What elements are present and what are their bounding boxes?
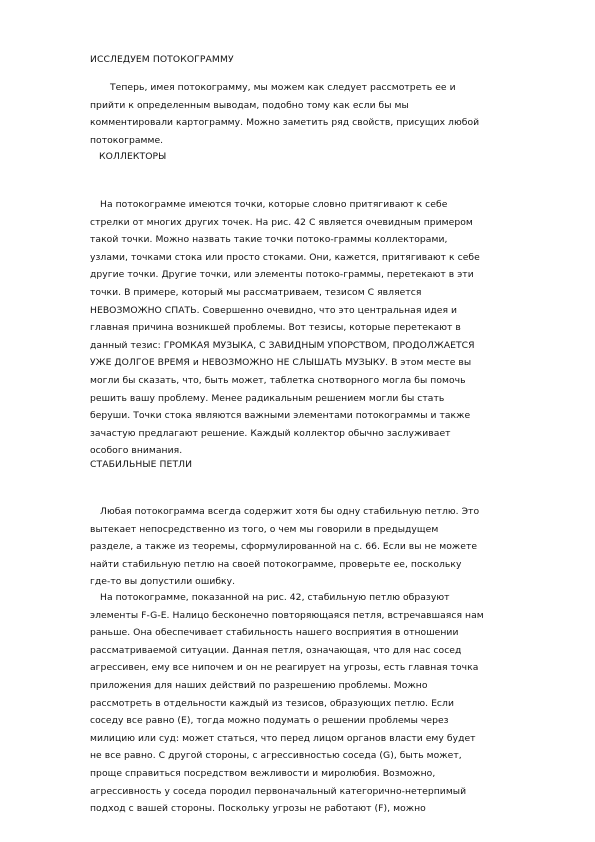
text-line: Любая потокограмма всегда содержит хотя бы одну стабильную петлю. Это (100, 506, 480, 517)
paragraph-intro (90, 79, 530, 149)
text-line: зачастую предлагают решение. Каждый коллектор обычно заслуживает (90, 427, 451, 439)
text-line: приложения для наших действий по разрешению проблемы. Можно (90, 679, 428, 691)
text-line: проще справиться посредством вежливости и миролюбия. Возможно, (90, 767, 436, 779)
text-line: Теперь, имея потокограмму, мы можем как следует рассмотреть ее и (110, 82, 456, 93)
section-heading-title: ИССЛЕДУЕМ ПОТОКОГРАММУ (90, 54, 234, 65)
section-heading-collectors: КОЛЛЕКТОРЫ (99, 151, 167, 162)
text-line: На потокограмме, показанной на рис. 42, стабильную петлю образуют (100, 592, 450, 603)
text-line: рассматриваемой ситуации. Данная петля, означающая, что для нас сосед (90, 644, 462, 656)
text-line: УЖЕ ДОЛГОЕ ВРЕМЯ и НЕВОЗМОЖНО НЕ СЛЫШАТЬ МУЗЫКУ. В этом месте вы (90, 357, 472, 369)
text-line: данный тезис: ГРОМКАЯ МУЗЫКА, С ЗАВИДНЫМ УПОРСТВОМ, ПРОДОЛЖАЕТСЯ (90, 339, 475, 351)
text-line: такой точки. Можно назвать такие точки потоко-граммы коллекторами, (90, 234, 448, 246)
text-line: решить вашу проблему. Менее радикальным решением могли бы стать (90, 392, 445, 404)
paragraph-collectors (90, 196, 530, 460)
text-line: разделе, а также из теоремы, сформулированной на с. 66. Если вы не можете (90, 541, 478, 553)
text-line: прийти к определенным выводам, подобно тому как если бы мы (90, 99, 409, 111)
paragraph-loops-2 (90, 589, 530, 818)
text-line: особого внимания. (90, 445, 183, 457)
text-line: комментировали картограмму. Можно заметить ряд свойств, присущих любой (90, 117, 480, 129)
text-line: НЕВОЗМОЖНО СПАТЬ. Совершенно очевидно, что это центральная идея и (90, 304, 458, 316)
text-line: На потокограмме имеются точки, которые словно притягивают к себе (100, 199, 448, 210)
text-line: агрессивен, ему все нипочем и он не реагирует на угрозы, есть главная точка (90, 662, 479, 674)
text-line: найти стабильную петлю на своей потокограмме, проверьте ее, поскольку (90, 558, 462, 570)
text-line: где-то вы допустили ошибку. (90, 576, 236, 588)
text-line: точки. В примере, который мы рассматриваем, тезисом С является (90, 286, 422, 298)
text-line: потокограмме. (90, 134, 164, 146)
paragraph-loops-1 (90, 503, 530, 591)
text-line: вытекает непосредственно из того, о чем мы говорили в предыдущем (90, 523, 439, 535)
text-line: узлами, точками стока или просто стоками. Они, кажется, притягивают к себе (90, 251, 480, 263)
text-line: агрессивность у соседа породил первоначальный категорично-нетерпимый (90, 785, 467, 797)
section-heading-stable-loops: СТАБИЛЬНЫЕ ПЕТЛИ (90, 459, 193, 470)
text-line: главная причина возникшей проблемы. Вот тезисы, которые перетекают в (90, 322, 461, 334)
text-line: соседу все равно (Е), тогда можно подумать о решении проблемы через (90, 715, 449, 727)
text-line: могли бы сказать, что, быть может, таблетка снотворного могла бы помочь (90, 374, 466, 386)
text-line: другие точки. Другие точки, или элементы потоко-граммы, перетекают в эти (90, 269, 474, 281)
text-line: элементы F-G-E. Налицо бесконечно повторяющаяся петля, встречавшаяся нам (90, 609, 484, 621)
text-line: не все равно. С другой стороны, с агрессивностью соседа (G), быть может, (90, 750, 462, 762)
text-line: рассмотреть в отдельности каждый из тезисов, образующих петлю. Если (90, 697, 454, 709)
text-line: беруши. Точки стока являются важными элементами потокограммы и также (90, 410, 471, 422)
text-line: подход с вашей стороны. Поскольку угрозы не работают (F), можно (90, 803, 426, 815)
text-line: раньше. Она обеспечивает стабильность нашего восприятия в отношении (90, 627, 459, 639)
text-line: стрелки от многих других точек. На рис. 42 С является очевидным примером (90, 216, 473, 228)
text-line: милицию или суд: может статься, что перед лицом органов власти ему будет (90, 732, 476, 744)
